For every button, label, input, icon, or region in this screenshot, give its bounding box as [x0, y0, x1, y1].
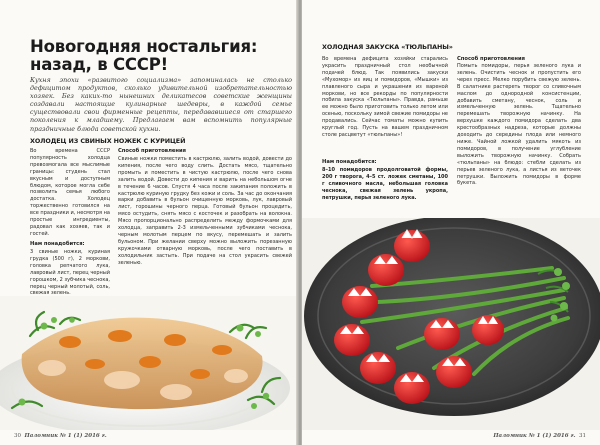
- left-folio: [14, 433, 107, 439]
- recipe-heading-kholodets: ХОЛОДЕЦ ИЗ СВИНЫХ НОЖЕК С КУРИЦЕЙ: [30, 137, 186, 145]
- kholodets-intro: Во времена СССР популярность холодца превозмогала все мыслимые границы: студень стал вкусным и доступным блюдом, которое могла себе позволить семья любого достатка. Холодец торжественно готовился на все праздники и, несмотря на простые ингредиенты, радовал как хозяев, так и гостей.: [30, 148, 110, 237]
- right-page-number: 31: [579, 433, 586, 439]
- left-page: [0, 0, 298, 445]
- right-folio-title: Паломник № 1 (1) 2016 г.: [493, 433, 576, 439]
- kholodets-ingredients: 3 свиные ножки, куриная грудка (500 г), 2 моркови, головка репчатого лука, лавровый лист, перец черный горошком, 2 зубчика чеснока, перец черный молотый, соль, свежая зелень.: [30, 249, 110, 297]
- tulips-method-heading: Способ приготовления: [457, 56, 525, 62]
- right-folio: [493, 433, 586, 439]
- article-lead: Кухня эпохи «развитого социализма» запоминалась не столько дефицитом продуктов, сколько удивительной изобретательностью хозяек. Без каких-то нынешних деликатесов советские женщины создавали настоящие кулинарные шедевры, в каждой семье существовали свои фирменные рецепты, передававшиеся от старшего поколения к младшему. Предлагаем вам вспомнить популярные праздничные блюда советской кухни.: [30, 76, 292, 133]
- left-page-number: 30: [14, 433, 21, 439]
- tulips-method: Помыть помидоры, перья зеленого лука и зелень. Очистить чеснок и пропустить его через пресс. Мелко порубить свежую зелень. В салатнике растереть творог со сливочным маслом до однородной консистенции, добавить сметану, чеснок, соль и измельченную зелень. Тщательно перемешать творожную начинку. На верхушке каждого помидора сделать два крестообразных надреза, которые должны доходить до середины плода или немного ниже. Чайной ложкой удалить мякоть из помидоров, в получение углубление выложить творожную начинку. Собрать «тюльпаны» на блюдо: стебли сделать из перьев зеленого лука, а листья из веточек петрушки. Выложить помидоры в форме букета.: [457, 63, 581, 187]
- tulips-intro: Во времена дефицита хозяйки старались украсить праздничный стол необычной подачей блюд. Так появились закуски «Мухомор» из яиц и помидоров, «Мышки» из плавленого сыра и украшения из вареной моркови, но все рекорды по популярности побила закуска «Тюльпаны». Правда, раньше ее можно было приготовить только летом или осенью, поскольку зимой свежие помидоры не продавались. Сейчас томаты можно купить круглый год. Пусть на вашем праздничном столе расцветут «тюльпаны»!: [322, 56, 448, 138]
- kholodets-method: Свиные ножки поместить в кастрюлю, залить водой, довести до кипения, после чего воду слить. Достать мясо, тщательно промыть и поместить в чистую кастрюлю, после чего снова залить водой. Довести до кипения и варить на небольшом огне в течение 6 часов. Спустя 4 часа после закипания положить в кастрюлю куриную грудку без кожи и соль. За час до окончания варки добавить в бульон очищенную морковь, лук, лавровый лист, горошины черного перца. Готовый бульон процедить, мясо остудить, снять мясо с косточек и разобрать на волокна. Мясо пропорционально распределить между формочками для холодца, заправить 2-3 измельченными зубчиками чеснока, черным молотым перцем по вкусу, перемешать и залить бульоном. При желании сверху можно выложить порезанную кружочками отварную морковь, после чего поставить в холодильник застыть. При подаче на стол украсить свежей зеленью.: [118, 156, 292, 266]
- kholodets-ingredients-heading: Нам понадобится:: [30, 241, 85, 247]
- article-title: Новогодняя ностальгия: назад, в СССР!: [30, 37, 258, 74]
- recipe-heading-tulips: ХОЛОДНАЯ ЗАКУСКА «ТЮЛЬПАНЫ»: [322, 43, 453, 51]
- tulips-ingredients: 8–10 помидоров продолговатой формы, 200 г творога, 4–5 ст. ложек сметаны, 100 г сливочного масла, небольшая головка чеснока, свежая зелень укропа, петрушки, перья зеленого лука.: [322, 167, 448, 201]
- kholodets-photo: [0, 296, 298, 430]
- tulips-ingredients-heading: Нам понадобится:: [322, 159, 377, 165]
- right-page: [302, 0, 600, 445]
- kholodets-method-heading: Способ приготовления: [118, 148, 186, 154]
- left-folio-title: Паломник № 1 (1) 2016 г.: [24, 433, 107, 439]
- tulips-photo: [302, 218, 600, 430]
